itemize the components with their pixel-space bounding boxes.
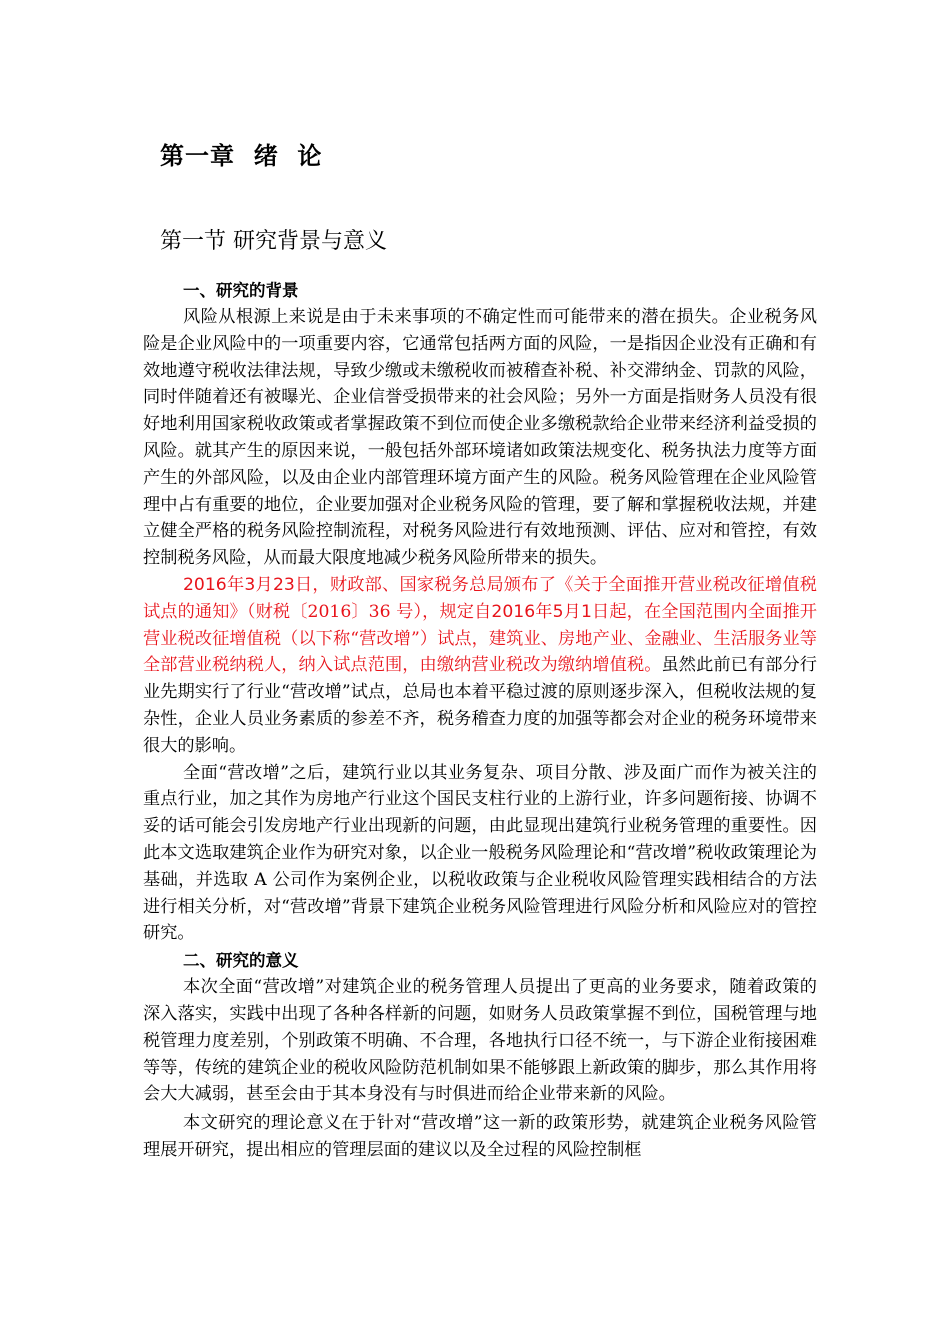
background-paragraph-2: [143, 572, 817, 760]
highlight-year-1: 2016: [183, 574, 227, 595]
background-paragraph-3: 全面“营改增”之后，建筑行业以其业务复杂、项目分散、涉及面广而作为被关注的重点行业，加之其作为房地产行业这个国民支柱行业的上游行业，许多问题衔接、协调不妥的话可能会引发房地产行业出现新的问题，由此显现出建筑行业税务管理的重要性。因此本文选取建筑企业作为研究对象，以企业一般税务风险理论和“营改增”税收政策理论为基础，并选取 A 公司作为案例企业，以税收政策与企业税收风险管理实践相结合的方法进行相关分析，对“营改增”背景下建筑企业税务风险管理进行风险分析和风险应对的管控研究。: [143, 762, 817, 944]
highlight-text-6: 日起，在全国范围内全面推开营业税改征增值税（以下称“营改增”）试点，建筑业、房地产业、金融业、生活服务业等全部营业税纳税人，纳入试点范围，由缴纳营业税改为缴纳增值税。: [143, 601, 817, 676]
body-text: [143, 277, 817, 1164]
highlight-text-1: 年: [226, 574, 245, 595]
significance-heading: 二、研究的意义: [183, 951, 299, 971]
significance-paragraph-2: 本文研究的理论意义在于针对“营改增”这一新的政策形势，就建筑企业税务风险管理展开研究，提出相应的管理层面的建议以及全过程的风险控制框: [143, 1113, 817, 1160]
background-paragraph-1: 风险从根源上来说是由于未来事项的不确定性而可能带来的潜在损失。企业税务风险是企业风险中的一项重要内容，它通常包括两方面的风险，一是指因企业没有正确和有效地遵守税收法律法规，导致少缴或未缴税收而被稽查补税、补交滞纳金、罚款的风险，同时伴随着还有被曝光、企业信誉受损带来的社会风险；另外一方面是指财务人员没有很好地利用国家税收政策或者掌握政策不到位而使企业多缴税款给企业带来经济利益受损的风险。就其产生的原因来说，一般包括外部环境诸如政策法规变化、税务执法力度等方面产生的外部风险，以及由企业内部管理环境方面产生的风险。税务风险管理在企业风险管理中占有重要的地位，企业要加强对企业税务风险的管理，要了解和掌握税收法规，并建立健全严格的税务风险控制流程，对税务风险进行有效地预测、评估、应对和管控，有效控制税务风险，从而最大限度地减少税务风险所带来的损失。: [143, 307, 817, 569]
highlight-month-1: 3: [244, 574, 256, 595]
highlight-text-5: 月: [563, 601, 581, 622]
highlight-text-3: 日，财政部、国家税务总局颁布了《关于全面推开营业税改征增值税试点的通知》（财税〔2016〕36 号），规定自: [143, 574, 817, 622]
highlight-year-2: 2016: [491, 601, 536, 622]
significance-paragraph-1: 本次全面“营改增”对建筑企业的税务管理人员提出了更高的业务要求，随着政策的深入落实，实践中出现了各种各样新的问题，如财务人员政策掌握不到位，国税管理与地税管理力度差别，个别政策不明确、不合理，各地执行口径不统一，与下游企业衔接困难等等，传统的建筑企业的税收风险防范机制如果不能够跟上新政策的脚步，那么其作用将会大大减弱，甚至会由于其本身没有与时俱进而给企业带来新的风险。: [143, 977, 817, 1105]
highlight-day-2: 1: [580, 601, 592, 622]
highlight-text-4: 年: [535, 601, 553, 622]
background-heading: 一、研究的背景: [183, 281, 299, 300]
chapter-title: 第一章 绪 论: [160, 142, 323, 170]
highlight-text-2: 月: [255, 574, 273, 595]
highlight-day-1: 23: [272, 574, 295, 595]
highlight-month-2: 5: [552, 601, 564, 622]
background-paragraph-2-rest: 虽然此前已有部分行业先期实行了行业“营改增”试点，总局也本着平稳过渡的原则逐步深入，但税收法规的复杂性，企业人员业务素质的参差不齐，税务稽查力度的加强等都会对企业的税务环境带来很大的影响。: [143, 655, 817, 756]
section-title: 第一节 研究背景与意义: [160, 229, 387, 254]
